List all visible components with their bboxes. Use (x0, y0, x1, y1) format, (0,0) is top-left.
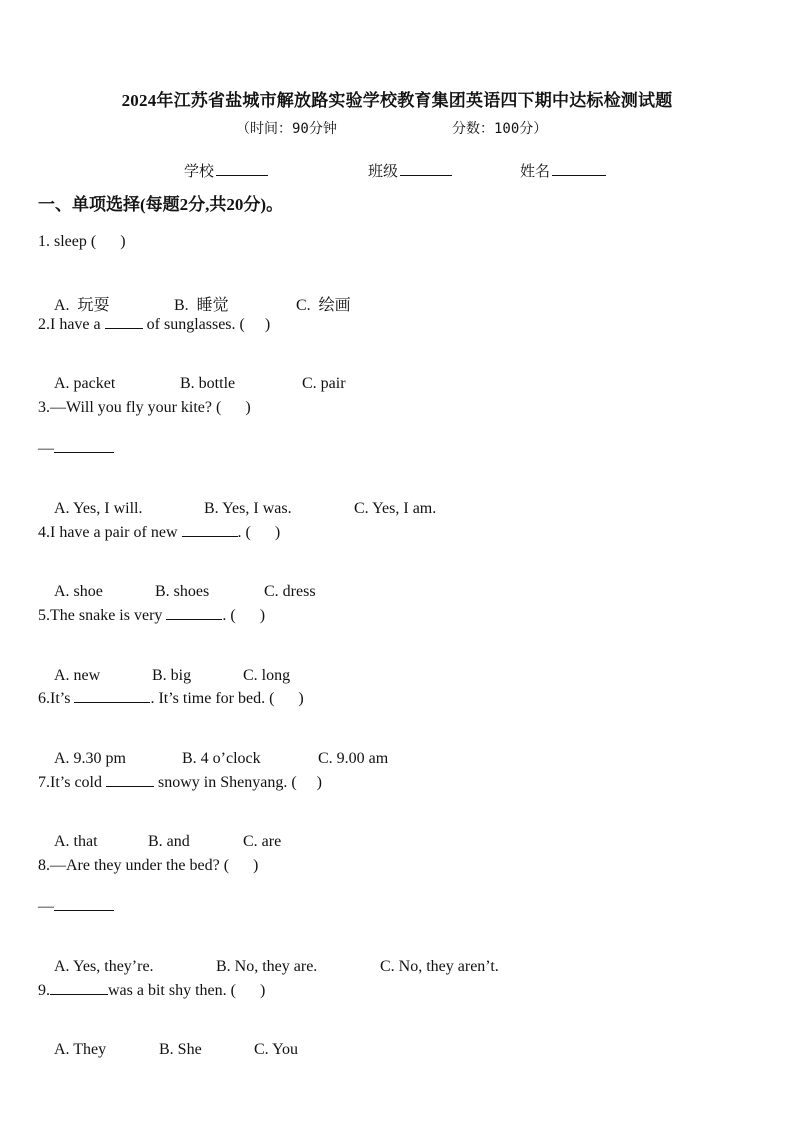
score-label: 分数：100分） (452, 121, 548, 137)
option-b[interactable]: B. bottle (180, 375, 236, 392)
option-c[interactable]: C. long (243, 667, 291, 684)
class-blank[interactable] (400, 161, 452, 176)
option-c[interactable]: C. are (243, 833, 282, 850)
question-9-stem: 9. was a bit shy then. ( ) (38, 982, 266, 999)
option-a[interactable]: A. packet (54, 375, 116, 392)
time-label: （时间：90分钟 (236, 121, 337, 137)
option-a[interactable]: A. They (54, 1041, 107, 1058)
option-c[interactable]: C. 绘画 (296, 297, 351, 314)
option-b[interactable]: B. No, they are. (216, 958, 318, 975)
question-8-answer-line: — (38, 898, 114, 916)
option-b[interactable]: B. 睡觉 (174, 297, 229, 314)
question-3-answer-line: — (38, 440, 114, 458)
answer-blank[interactable] (54, 440, 114, 453)
option-c[interactable]: C. dress (264, 583, 316, 600)
option-c[interactable]: C. No, they aren’t. (380, 958, 499, 975)
option-b[interactable]: B. big (152, 667, 192, 684)
option-c[interactable]: C. You (254, 1041, 299, 1058)
exam-title: 2024年江苏省盐城市解放路实验学校教育集团英语四下期中达标检测试题 (121, 91, 673, 110)
name-field: 姓名 (520, 160, 606, 181)
option-a[interactable]: A. Yes, I will. (54, 500, 143, 517)
option-c[interactable]: C. 9.00 am (318, 750, 389, 767)
question-7-stem: 7.It’s cold snowy in Shenyang. ( ) (38, 774, 322, 791)
section-heading: 一、单项选择(每题2分,共20分)。 (38, 195, 284, 214)
question-8-stem: 8.—Are they under the bed? ( ) (38, 857, 259, 874)
question-1-stem: 1. sleep ( ) (38, 233, 126, 250)
answer-blank[interactable] (182, 524, 238, 537)
option-a[interactable]: A. Yes, they’re. (54, 958, 154, 975)
answer-blank[interactable] (166, 607, 222, 620)
option-c[interactable]: C. Yes, I am. (354, 500, 437, 517)
option-a[interactable]: A. 9.30 pm (54, 750, 126, 767)
answer-blank[interactable] (74, 690, 150, 703)
question-4-stem: 4.I have a pair of new . ( ) (38, 524, 281, 541)
answer-blank[interactable] (50, 982, 108, 995)
option-b[interactable]: B. shoes (155, 583, 210, 600)
answer-blank[interactable] (105, 316, 143, 329)
class-field: 班级 (368, 160, 452, 181)
question-5-stem: 5.The snake is very . ( ) (38, 607, 266, 624)
option-a[interactable]: A. that (54, 833, 98, 850)
answer-blank[interactable] (54, 898, 114, 911)
option-c[interactable]: C. pair (302, 375, 346, 392)
question-3-stem: 3.—Will you fly your kite? ( ) (38, 399, 251, 416)
answer-blank[interactable] (106, 774, 154, 787)
school-blank[interactable] (216, 161, 268, 176)
question-6-stem: 6.It’s . It’s time for bed. ( ) (38, 690, 304, 707)
option-a[interactable]: A. shoe (54, 583, 103, 600)
option-b[interactable]: B. Yes, I was. (204, 500, 292, 517)
option-b[interactable]: B. She (159, 1041, 202, 1058)
option-a[interactable]: A. new (54, 667, 101, 684)
question-9-options (38, 1023, 298, 1077)
name-blank[interactable] (552, 161, 606, 176)
option-b[interactable]: B. 4 o’clock (182, 750, 261, 767)
option-b[interactable]: B. and (148, 833, 190, 850)
question-2-stem: 2.I have a of sunglasses. ( ) (38, 316, 271, 333)
school-field: 学校 (184, 160, 268, 181)
option-a[interactable]: A. 玩耍 (54, 297, 110, 314)
